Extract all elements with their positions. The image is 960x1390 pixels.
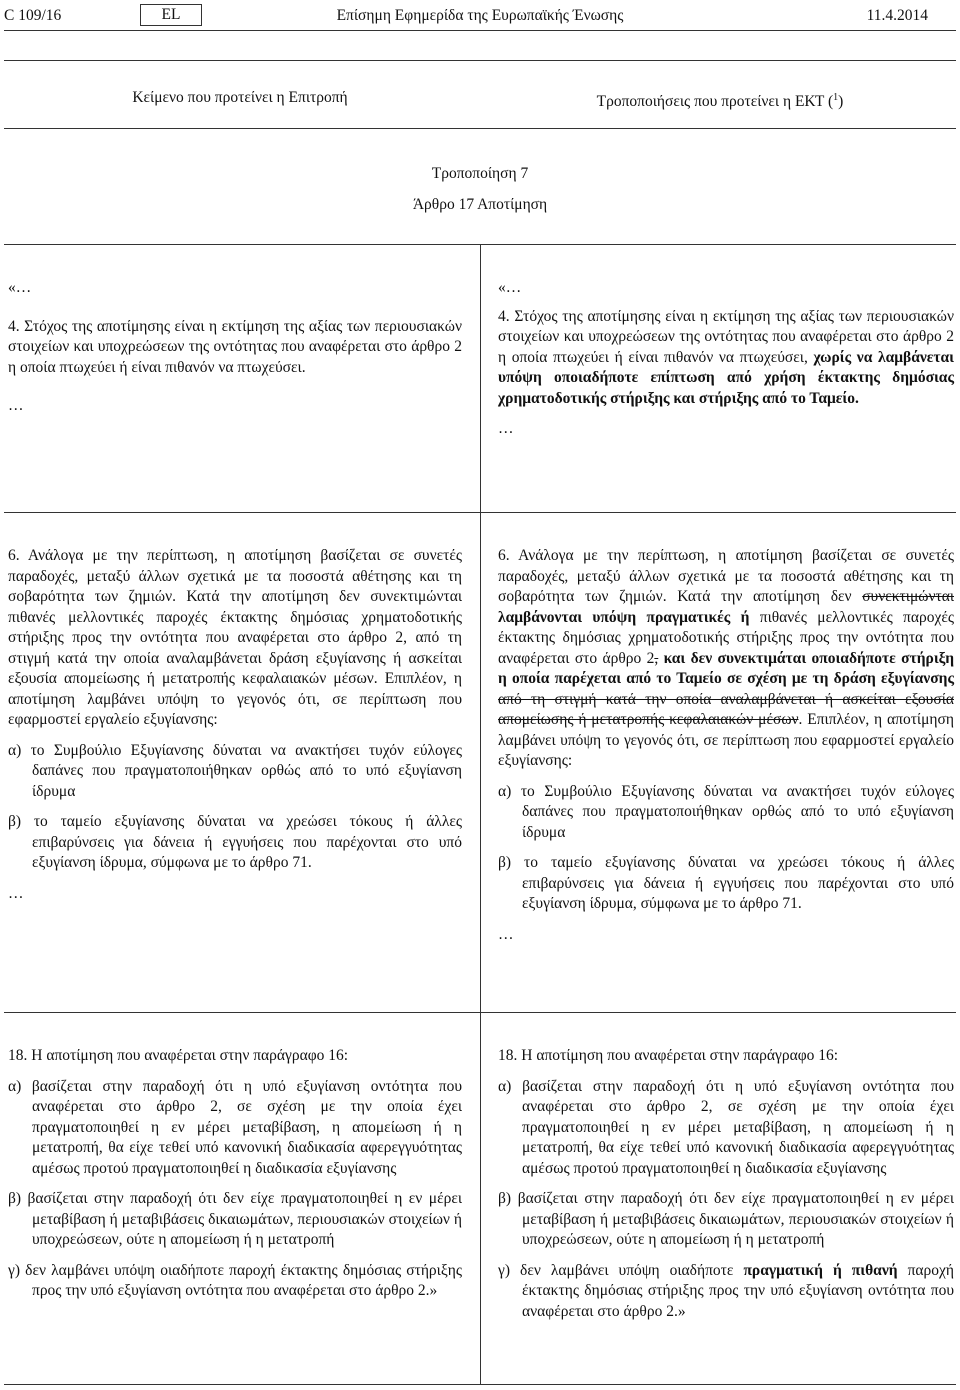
column-divider (480, 244, 481, 1384)
publication-date: 11.4.2014 (866, 7, 928, 24)
page-header (4, 4, 956, 28)
deleted-text: συνεκτιμώνται (862, 588, 954, 605)
paragraph-4: 4. Στόχος της αποτίμησης είναι η εκτίμηση της αξίας των περιουσιακών στοιχείων και υποχρεώσεων της οντότητας που αναφέρεται στο άρθρο 2 η οποία πτωχεύει ή είναι πιθανόν να πτωχεύσει. (8, 317, 462, 376)
item-a: α) το Συμβούλιο Εξυγίανσης δύναται να ανακτήσει τυχόν εύλογες δαπάνες που πραγματοποιήθηκαν ορθώς από το υπό εξυγίανση ίδρυμα (498, 782, 954, 841)
row2-rule (4, 1012, 956, 1013)
row1-ecb-text (498, 278, 954, 440)
item-a: α) βασίζεται στην παραδοχή ότι η υπό εξυγίανση οντότητα που αναφέρεται στο άρθρο 2, σε σχέση με την οποία έχει πραγματοποιηθεί η εν μέρει μεταβίβαση, η απομείωση ή η μετατροπή, θα είχε τεθεί υπό κανονική διαδικασία αφερεγγυότητας αμέσως προτού πραγματοποιηθεί η διαδικασία εξυγίανσης (498, 1077, 954, 1177)
table-top-rule (4, 60, 956, 61)
item-c-amended: γ) δεν λαμβάνει υπόψη οιαδήποτε πραγματική ή πιθανή παροχή έκτακτης δημόσιας στήριξης προς την υπό εξυγίανση οντότητα που αναφέρεται στο άρθρο 2.» (498, 1261, 954, 1320)
deleted-text: από τη στιγμή κατά την οποία αναλαμβάνεται ή ασκείται εξουσία απομείωσης ή μετατροπής κεφαλαιακών μέσων (498, 690, 954, 728)
inserted-text: και δεν συνεκτιμάται οποιαδήποτε στήριξη η οποία παρέχεται από το Ταμείο σε σχέση με τη δράση εξυγίανσης (498, 649, 954, 687)
row3-commission-text (8, 1046, 462, 1302)
opening-quote: «… (8, 279, 32, 296)
paragraph-18: 18. Η αποτίμηση που αναφέρεται στην παράγραφο 16: (8, 1047, 349, 1064)
item-b: β) βασίζεται στην παραδοχή ότι δεν είχε πραγματοποιηθεί η εν μέρει μεταβίβαση ή μεταβιβάσεις δικαιωμάτων, περιουσιακών στοιχείων ή υποχρεώσεων, ούτε η απομείωση ή η μετατροπή (8, 1190, 462, 1248)
row1-commission-text (8, 278, 462, 417)
header-divider (4, 30, 956, 31)
item-b: β) το ταμείο εξυγίανσης δύναται να χρεώσει τόκους ή άλλες επιβαρύνσεις για δάνεια ή εγγυήσεις που παρέχονται στο υπό εξυγίανση ίδρυμα, σύμφωνα με το άρθρο 71. (498, 854, 954, 912)
paragraph-4-amended: 4. Στόχος της αποτίμησης είναι η εκτίμηση της αξίας των περιουσιακών στοιχείων και υποχρεώσεων της οντότητας που αναφέρεται στο άρθρο 2 η οποία πτωχεύει ή είναι πιθανόν να πτωχεύσει, χωρίς να λαμβάνεται υπόψη οποιαδήποτε επίπτωση από χρήση έκτακτης δημόσιας χρηματοδοτικής στήριξης και στήριξης από το Ταμείο. (498, 307, 954, 407)
inserted-text: πραγματική ή πιθανή (743, 1261, 898, 1279)
row3-ecb-text (498, 1046, 954, 1322)
ellipsis: … (8, 397, 24, 414)
column-heading-rule (4, 128, 956, 129)
amendment-title: Τροποποίηση 7 (431, 165, 529, 182)
item-a: α) βασίζεται στην παραδοχή ότι η υπό εξυγίανση οντότητα που αναφέρεται στο άρθρο 2, σε σχέση με την οποία έχει πραγματοποιηθεί η εν μέρει μεταβίβαση, η απομείωση ή η μετατροπή, θα είχε τεθεί υπό κανονική διαδικασία αφερεγγυότητας αμέσως προτού πραγματοποιηθεί η διαδικασία εξυγίανσης (8, 1077, 462, 1177)
amendment-subtitle: Άρθρο 17 Αποτίμηση (412, 196, 548, 213)
row1-rule (4, 512, 956, 513)
item-c: γ) δεν λαμβάνει υπόψη οιαδήποτε παροχή έκτακτης δημόσιας στήριξης προς την υπό εξυγίανση οντότητα που αναφέρεται στο άρθρο 2.» (8, 1261, 462, 1299)
page-reference: C 109/16 (4, 7, 62, 24)
ellipsis: … (498, 420, 514, 437)
item-b: β) βασίζεται στην παραδοχή ότι δεν είχε πραγματοποιηθεί η εν μέρει μεταβίβαση ή μεταβιβάσεις δικαιωμάτων, περιουσιακών στοιχείων ή υποχρεώσεων, ούτε η απομείωση ή η μετατροπή (498, 1190, 954, 1248)
deleted-text: , (654, 649, 659, 667)
journal-title: Επίσημη Εφημερίδα της Ευρωπαϊκής Ένωσης (336, 7, 624, 24)
row2-ecb-text (498, 546, 954, 945)
paragraph-6: 6. Ανάλογα με την περίπτωση, η αποτίμηση βασίζεται σε συνετές παραδοχές, μεταξύ άλλων σχετικά με τα ποσοστά αθέτησης και τη σοβαρότητα των ζημιών. Κατά την αποτίμηση δεν συνεκτιμώνται πιθανές μελλοντικές παροχές έκτακτης δημόσιας χρηματοδοτικής στήριξης προς την οντότητα που αναφέρεται στο άρθρο 2, από τη στιγμή κατά την οποία αναλαμβάνεται δράση εξυγίανσης ή ασκείται εξουσία απομείωσης ή μετατροπής κεφαλαιακών μέσων. Επιπλέον, η αποτίμηση λαμβάνει υπόψη το γεγονός ότι, σε περίπτωση που εφαρμοστεί εργαλείο εξυγίανσης: (8, 547, 462, 728)
opening-quote: «… (498, 279, 522, 296)
item-a: α) το Συμβούλιο Εξυγίανσης δύναται να ανακτήσει τυχόν εύλογες δαπάνες που πραγματοποιήθηκαν ορθώς από το υπό εξυγίανση ίδρυμα (8, 741, 462, 800)
paragraph-6-amended: 6. Ανάλογα με την περίπτωση, η αποτίμηση βασίζεται σε συνετές παραδοχές, μεταξύ άλλων σχετικά με τα ποσοστά αθέτησης και τη σοβαρότητα των ζημιών. Κατά την αποτίμηση δεν συνεκτιμώνται λαμβάνονται υπόψη πραγματικές ή πιθανές μελλοντικές παροχές έκτακτης δημόσιας χρηματοδοτικής στήριξης προς την οντότητα που αναφέρεται στο άρθρο 2, και δεν συνεκτιμάται οποιαδήποτε στήριξη η οποία παρέχεται από το Ταμείο σε σχέση με τη δράση εξυγίανσης από τη στιγμή κατά την οποία αναλαμβάνεται ή ασκείται εξουσία απομείωσης ή μετατροπής κεφαλαιακών μέσων. Επιπλέον, η αποτίμηση λαμβάνει υπόψη το γεγονός ότι, σε περίπτωση που εφαρμοστεί εργαλείο εξυγίανσης: (498, 547, 954, 769)
ellipsis: … (498, 925, 514, 943)
column-heading-ecb: Τροποποιήσεις που προτείνει η ΕΚΤ ($^1$) (596, 92, 844, 111)
footnote-ref: 1 (833, 92, 839, 103)
item-b: β) το ταμείο εξυγίανσης δύναται να χρεώσει τόκους ή άλλες επιβαρύνσεις για δάνεια ή εγγυήσεις που παρέχονται στο υπό εξυγίανση ίδρυμα, σύμφωνα με το άρθρο 71. (8, 813, 462, 871)
language-box: EL (140, 4, 202, 26)
column-heading-commission: Κείμενο που προτείνει η Επιτροπή (132, 89, 348, 106)
paragraph-18: 18. Η αποτίμηση που αναφέρεται στην παράγραφο 16: (498, 1047, 839, 1064)
table-bottom-rule (4, 1384, 956, 1385)
inserted-text: λαμβάνονται υπόψη πραγματικές ή (498, 608, 750, 626)
ellipsis: … (8, 884, 24, 902)
inserted-text: χωρίς να λαμβάνεται υπόψη οποιαδήποτε επίπτωση από χρήση έκτακτης δημόσιας χρηματοδοτικής στήριξης και στήριξης από το Ταμείο. (498, 348, 954, 407)
row2-commission-text (8, 546, 462, 904)
